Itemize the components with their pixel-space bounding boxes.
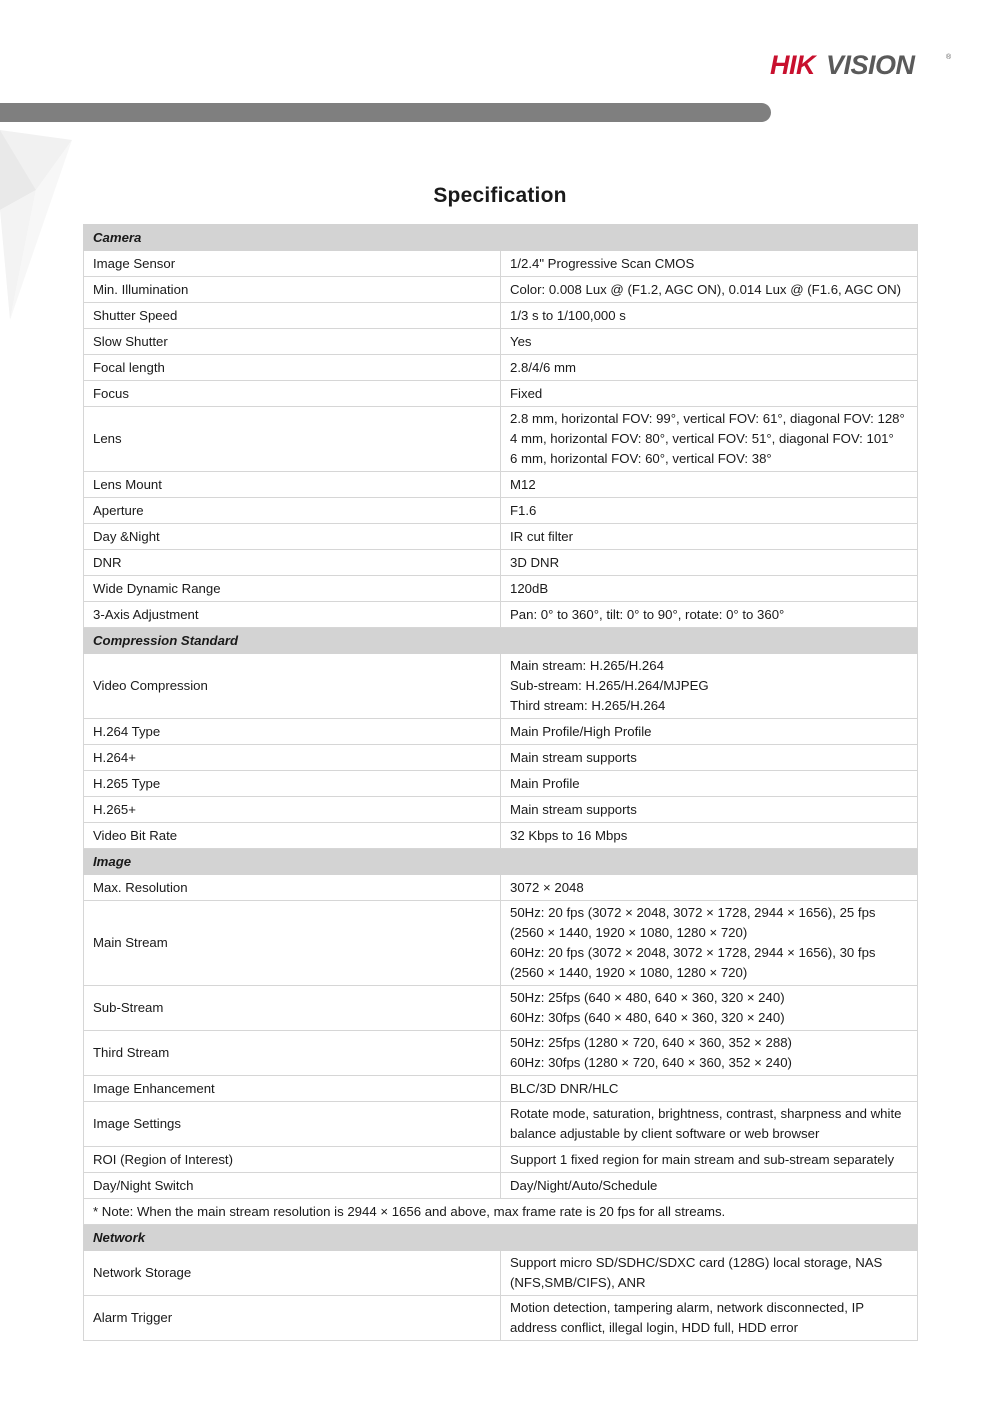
spec-value-line: Motion detection, tampering alarm, network disconnected, IP address conflict, illegal login, HDD full, HDD error	[510, 1300, 864, 1335]
spec-label: DNR	[84, 550, 501, 576]
spec-value	[501, 1296, 918, 1341]
spec-label: Wide Dynamic Range	[84, 576, 501, 602]
spec-value-line: 50Hz: 25fps (1280 × 720, 640 × 360, 352 × 288)	[510, 1035, 792, 1050]
spec-row	[84, 654, 918, 719]
spec-label: H.265 Type	[84, 771, 501, 797]
spec-value-line: Yes	[510, 333, 532, 349]
section-title: Image	[84, 849, 918, 875]
spec-value-line: 120dB	[510, 580, 549, 596]
spec-label: 3-Axis Adjustment	[84, 602, 501, 628]
spec-value	[501, 654, 918, 719]
spec-row	[84, 901, 918, 986]
spec-value-line: 60Hz: 30fps (1280 × 720, 640 × 360, 352 × 240)	[510, 1055, 792, 1070]
spec-value	[501, 1147, 918, 1173]
spec-value	[501, 355, 918, 381]
spec-value	[501, 986, 918, 1031]
spec-row	[84, 472, 918, 498]
spec-row	[84, 1076, 918, 1102]
spec-label: Max. Resolution	[84, 875, 501, 901]
spec-row	[84, 329, 918, 355]
spec-row	[84, 498, 918, 524]
spec-row	[84, 986, 918, 1031]
spec-label: ROI (Region of Interest)	[84, 1147, 501, 1173]
spec-value-line: Support micro SD/SDHC/SDXC card (128G) local storage, NAS (NFS,SMB/CIFS), ANR	[510, 1255, 883, 1290]
spec-value	[501, 901, 918, 986]
spec-label: Lens	[84, 407, 501, 472]
spec-row	[84, 381, 918, 407]
spec-value-line: IR cut filter	[510, 528, 574, 544]
spec-value-line: Rotate mode, saturation, brightness, contrast, sharpness and white balance adjustable by client software or web browser	[510, 1106, 902, 1141]
decorative-watermark	[0, 130, 80, 330]
spec-value	[501, 381, 918, 407]
spec-value-line: 1/3 s to 1/100,000 s	[510, 307, 626, 323]
spec-value	[501, 329, 918, 355]
spec-row	[84, 277, 918, 303]
spec-row	[84, 745, 918, 771]
spec-row	[84, 524, 918, 550]
spec-value-line: 60Hz: 20 fps (3072 × 2048, 3072 × 1728, 2944 × 1656), 30 fps (2560 × 1440, 1920 × 1080, 1280 × 720)	[510, 945, 876, 980]
spec-row	[84, 1251, 918, 1296]
section-header	[84, 628, 918, 654]
spec-value-line: Third stream: H.265/H.264	[510, 698, 666, 713]
spec-value	[501, 277, 918, 303]
spec-value	[501, 576, 918, 602]
spec-value	[501, 1251, 918, 1296]
spec-value-line: Day/Night/Auto/Schedule	[510, 1177, 658, 1193]
spec-label: Network Storage	[84, 1251, 501, 1296]
spec-value-line: 2.8 mm, horizontal FOV: 99°, vertical FOV: 61°, diagonal FOV: 128°	[510, 411, 905, 426]
spec-label: H.264+	[84, 745, 501, 771]
spec-value-line: 4 mm, horizontal FOV: 80°, vertical FOV: 51°, diagonal FOV: 101°	[510, 431, 894, 446]
section-header	[84, 849, 918, 875]
spec-label: Min. Illumination	[84, 277, 501, 303]
spec-value-line: 3072 × 2048	[510, 879, 584, 895]
spec-value-line: 50Hz: 25fps (640 × 480, 640 × 360, 320 × 240)	[510, 990, 785, 1005]
spec-value-line: 2.8/4/6 mm	[510, 359, 576, 375]
spec-value	[501, 771, 918, 797]
section-title: Camera	[84, 225, 918, 251]
spec-value	[501, 745, 918, 771]
spec-label: Day &Night	[84, 524, 501, 550]
spec-label: Alarm Trigger	[84, 1296, 501, 1341]
spec-value-line: Support 1 fixed region for main stream and sub-stream separately	[510, 1151, 895, 1167]
spec-value	[501, 1102, 918, 1147]
svg-text:®: ®	[946, 54, 952, 61]
spec-value-line: Pan: 0° to 360°, tilt: 0° to 90°, rotate: 0° to 360°	[510, 606, 785, 622]
spec-value-line: 6 mm, horizontal FOV: 60°, vertical FOV: 38°	[510, 451, 772, 466]
spec-row	[84, 719, 918, 745]
spec-value	[501, 1076, 918, 1102]
spec-label: Aperture	[84, 498, 501, 524]
spec-value-line: Main Profile/High Profile	[510, 723, 652, 739]
section-title: Network	[84, 1225, 918, 1251]
spec-value-line: M12	[510, 476, 536, 492]
spec-row	[84, 407, 918, 472]
spec-value-line: 1/2.4" Progressive Scan CMOS	[510, 255, 695, 271]
spec-value-line: Main stream: H.265/H.264	[510, 658, 664, 673]
spec-value	[501, 550, 918, 576]
spec-label: Image Sensor	[84, 251, 501, 277]
spec-row	[84, 355, 918, 381]
header-bar	[0, 103, 771, 122]
spec-row	[84, 251, 918, 277]
spec-value	[501, 524, 918, 550]
spec-value	[501, 251, 918, 277]
spec-label: H.265+	[84, 797, 501, 823]
section-header	[84, 1225, 918, 1251]
spec-value-line: BLC/3D DNR/HLC	[510, 1080, 619, 1096]
spec-value-line: Main Profile	[510, 775, 580, 791]
spec-value-line: F1.6	[510, 502, 537, 518]
spec-label: Lens Mount	[84, 472, 501, 498]
spec-value-line: 3D DNR	[510, 554, 560, 570]
spec-label: Sub-Stream	[84, 986, 501, 1031]
spec-value-line: 32 Kbps to 16 Mbps	[510, 827, 628, 843]
section-header	[84, 225, 918, 251]
note-row	[84, 1199, 918, 1225]
spec-row	[84, 771, 918, 797]
spec-value	[501, 602, 918, 628]
spec-value	[501, 498, 918, 524]
spec-label: Video Bit Rate	[84, 823, 501, 849]
spec-label: Video Compression	[84, 654, 501, 719]
spec-label: Shutter Speed	[84, 303, 501, 329]
specification-table	[83, 224, 918, 1341]
spec-value	[501, 472, 918, 498]
spec-value	[501, 1173, 918, 1199]
spec-label: Image Settings	[84, 1102, 501, 1147]
spec-row	[84, 303, 918, 329]
spec-row	[84, 1102, 918, 1147]
section-title: Compression Standard	[84, 628, 918, 654]
spec-row	[84, 1173, 918, 1199]
spec-value	[501, 719, 918, 745]
spec-value-line: 50Hz: 20 fps (3072 × 2048, 3072 × 1728, 2944 × 1656), 25 fps (2560 × 1440, 1920 × 1080, 1280 × 720)	[510, 905, 876, 940]
spec-label: Image Enhancement	[84, 1076, 501, 1102]
spec-value	[501, 823, 918, 849]
spec-value	[501, 407, 918, 472]
spec-row	[84, 602, 918, 628]
spec-value-line: Fixed	[510, 385, 543, 401]
spec-value-line: Sub-stream: H.265/H.264/MJPEG	[510, 678, 709, 693]
spec-row	[84, 550, 918, 576]
spec-label: Main Stream	[84, 901, 501, 986]
spec-value	[501, 1031, 918, 1076]
spec-value-line: Main stream supports	[510, 749, 637, 765]
svg-text:VISION: VISION	[826, 50, 915, 80]
hikvision-logo-mark	[768, 46, 954, 82]
spec-value	[501, 875, 918, 901]
note-text: * Note: When the main stream resolution is 2944 × 1656 and above, max frame rate is 20 fps for all streams.	[84, 1199, 918, 1225]
spec-row	[84, 797, 918, 823]
spec-value-line: 60Hz: 30fps (640 × 480, 640 × 360, 320 × 240)	[510, 1010, 785, 1025]
spec-row	[84, 823, 918, 849]
spec-row	[84, 576, 918, 602]
spec-value-line: Main stream supports	[510, 801, 637, 817]
spec-row	[84, 875, 918, 901]
spec-label: Slow Shutter	[84, 329, 501, 355]
spec-value	[501, 303, 918, 329]
spec-label: Third Stream	[84, 1031, 501, 1076]
spec-value-line: Color: 0.008 Lux @ (F1.2, AGC ON), 0.014 Lux @ (F1.6, AGC ON)	[510, 281, 902, 297]
svg-text:HIK: HIK	[770, 50, 815, 80]
spec-label: Focus	[84, 381, 501, 407]
spec-row	[84, 1147, 918, 1173]
spec-label: Focal length	[84, 355, 501, 381]
spec-row	[84, 1031, 918, 1076]
spec-row	[84, 1296, 918, 1341]
spec-label: H.264 Type	[84, 719, 501, 745]
page-title: Specification	[433, 184, 567, 207]
spec-value	[501, 797, 918, 823]
spec-label: Day/Night Switch	[84, 1173, 501, 1199]
hikvision-logo	[768, 46, 954, 82]
